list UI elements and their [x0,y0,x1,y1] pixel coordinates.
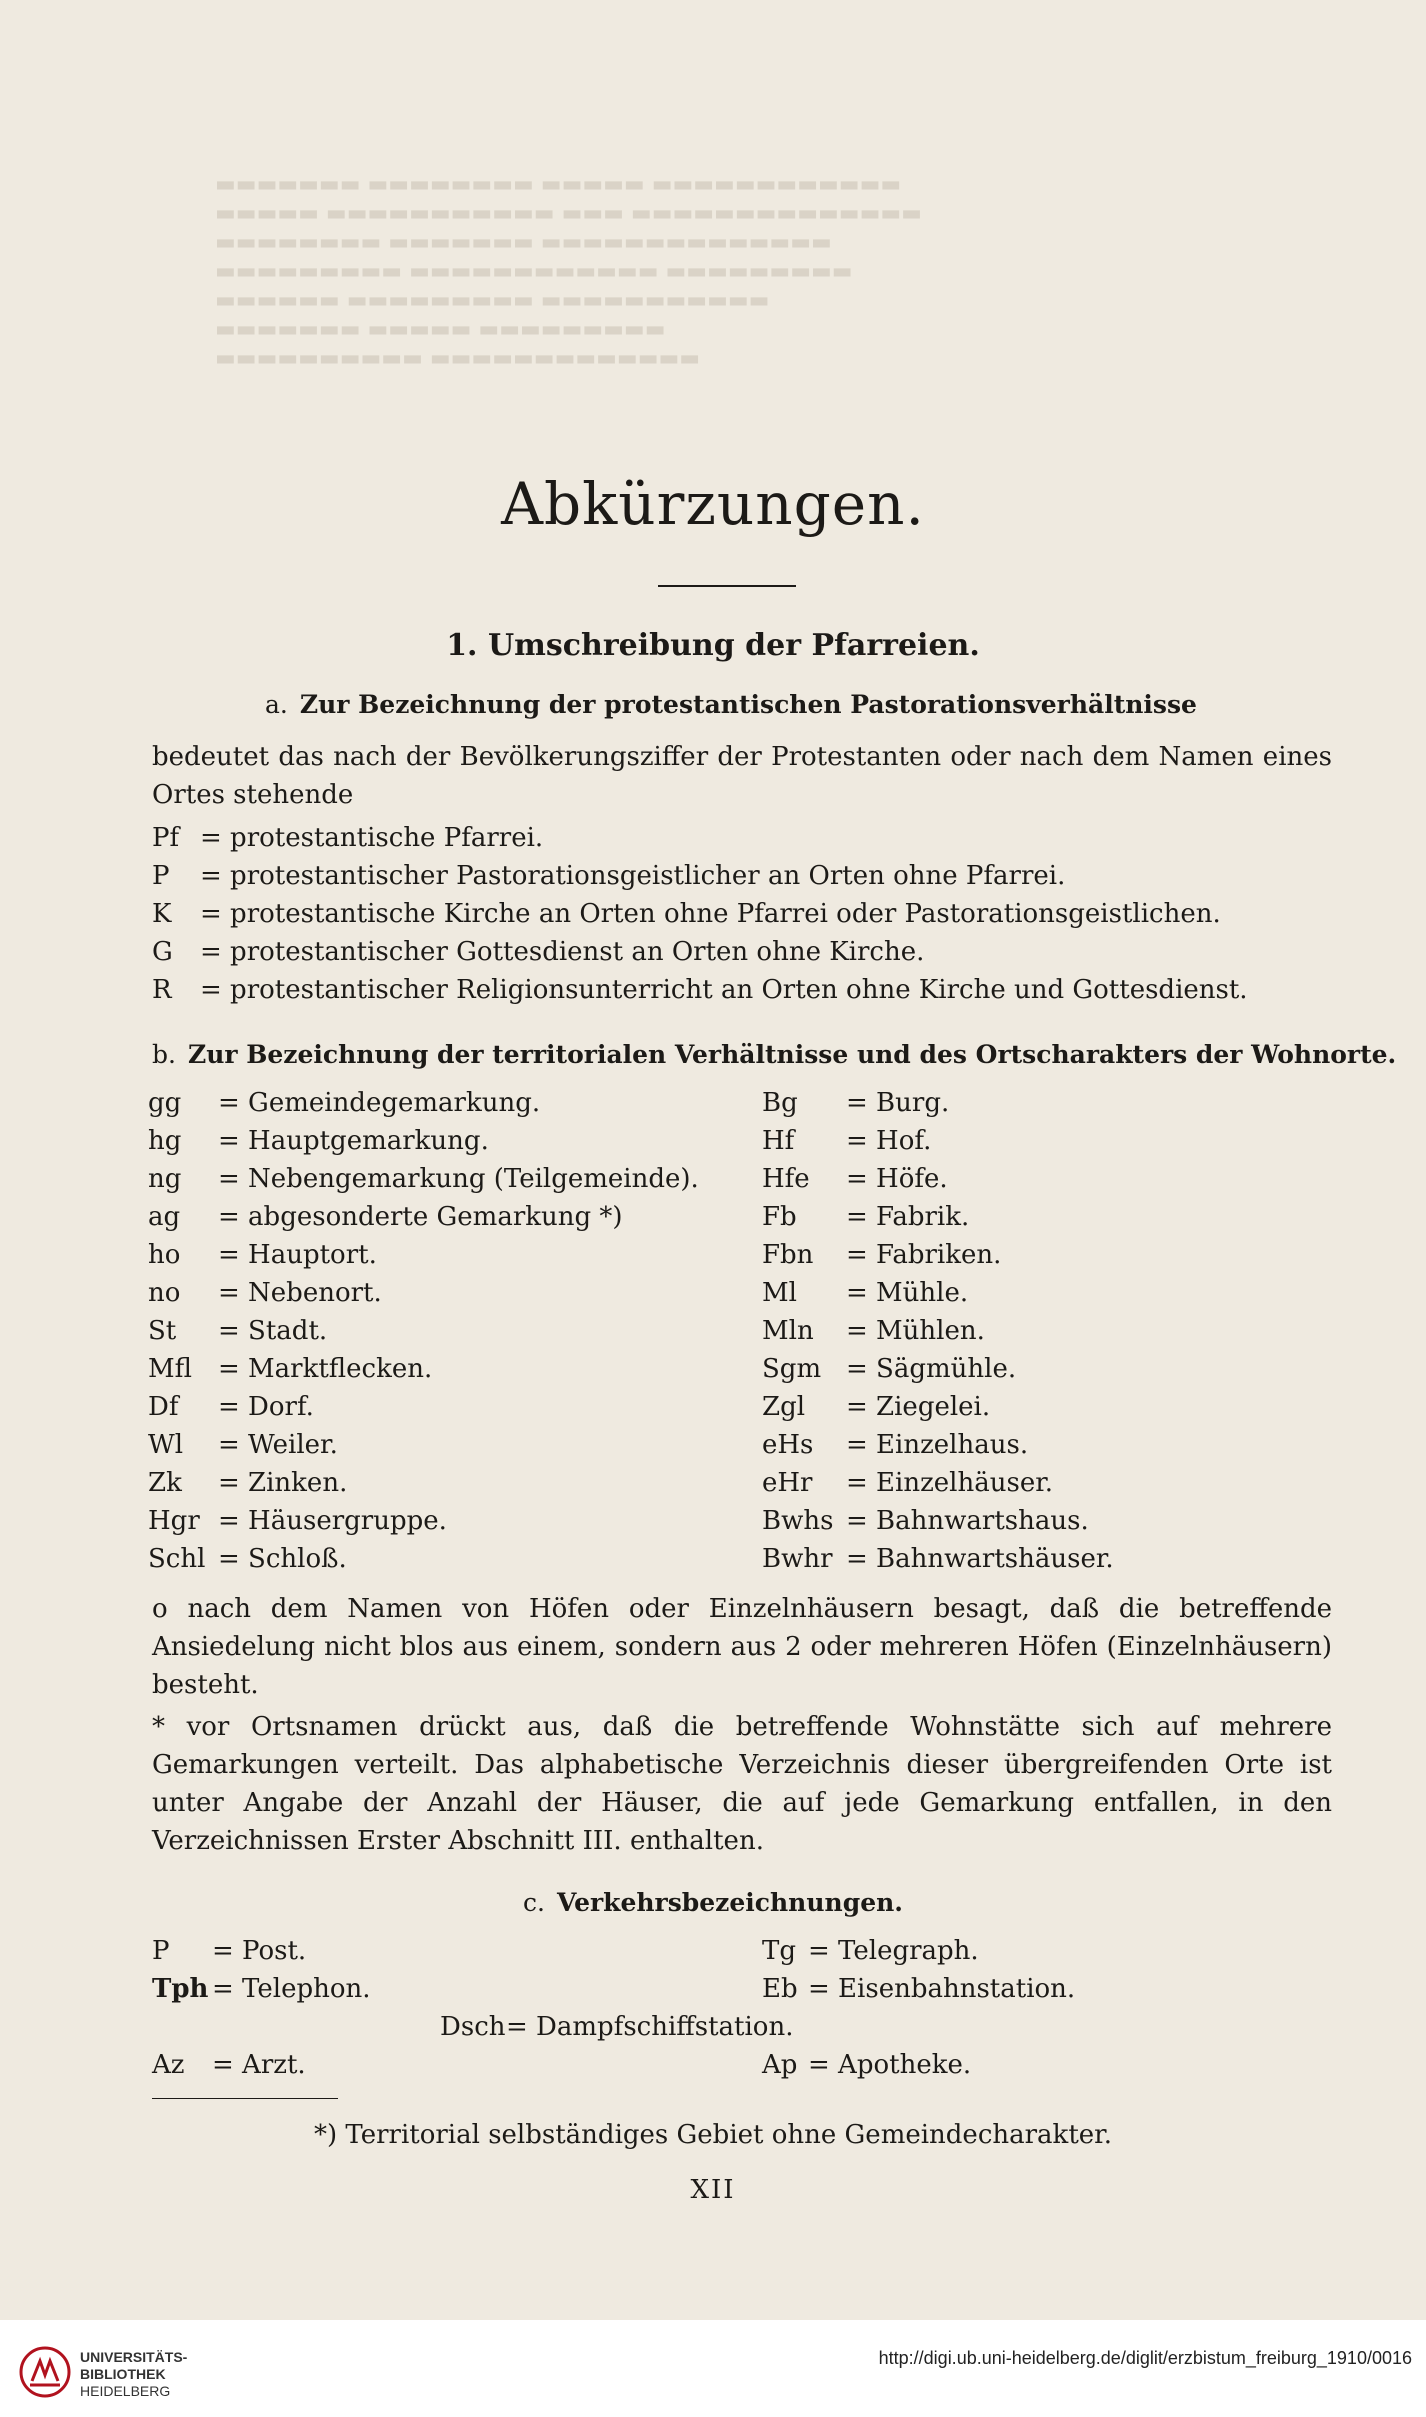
subsection-c-letter: c. [523,1888,545,1917]
institution-line: BIBLIOTHEK [80,2366,166,2382]
abbr-definition: = protestantische Pfarrei. [200,823,544,853]
abbr-term: K [152,899,172,929]
abbr-term: Az [152,2050,185,2080]
abbr-term: Ap [762,2050,798,2080]
abbr-definition: = Bahnwartshäuser. [846,1544,1114,1574]
abbr-term: Df [148,1392,179,1422]
abbr-term: G [152,937,173,967]
subsection-b-title: Zur Bezeichnung der territorialen Verhältnisse und des Ortscharakters der Wohnorte. [187,1040,1397,1069]
abbr-term: Bwhs [762,1506,834,1536]
note-circle: o nach dem Namen von Höfen oder Einzelnhäusern besagt, daß die betreffende Ansiedelung nicht blos aus einem, sondern aus 2 oder mehreren Höfen (Einzelnhäusern) besteht. [152,1594,1332,1700]
abbr-definition: = Schloß. [218,1544,347,1574]
abbr-term: Mfl [148,1354,192,1384]
abbr-term: Tph [152,1974,209,2004]
abbr-definition: = Mühlen. [846,1316,985,1346]
abbr-term: Mln [762,1316,814,1346]
abbr-term: Zk [148,1468,182,1498]
abbr-definition: = Bahnwartshaus. [846,1506,1089,1536]
abbr-definition: = Hauptgemarkung. [218,1126,489,1156]
abbr-term: hg [148,1126,182,1156]
institution-line: HEIDELBERG [80,2383,171,2399]
abbr-term: ho [148,1240,181,1270]
abbr-definition: = protestantischer Religionsunterricht an Orten ohne Kirche und Gottesdienst. [200,975,1248,1005]
abbr-definition: = Stadt. [218,1316,328,1346]
abbr-term: gg [148,1088,182,1118]
abbr-definition: = Burg. [846,1088,950,1118]
abbr-term: Dsch [440,2012,506,2042]
abbr-term: Ml [762,1278,797,1308]
title-rule [658,585,796,587]
subsection-b-letter: b. [152,1040,176,1069]
page-number: XII [690,2175,736,2205]
abbr-definition: = protestantische Kirche an Orten ohne Pfarrei oder Pastorationsgeistlichen. [200,899,1221,929]
abbr-definition: = Gemeindegemarkung. [218,1088,541,1118]
subsection-a-intro: bedeutet das nach der Bevölkerungsziffer der Protestanten oder nach dem Namen eines Ortes stehende [152,742,1332,810]
abbr-definition: = Sägmühle. [846,1354,1017,1384]
abbr-term: eHs [762,1430,814,1460]
show-through-text: ▬▬▬▬▬▬▬ ▬▬▬▬▬▬▬▬ ▬▬▬▬▬ ▬▬▬▬▬▬▬▬▬▬▬▬ ▬▬▬▬▬ ▬▬▬▬▬▬▬▬▬▬▬ ▬▬▬ ▬▬▬▬▬▬▬▬▬▬▬▬▬▬ ▬▬▬▬▬▬▬▬ ▬▬▬▬▬▬▬ ▬▬▬▬▬▬▬▬▬▬▬▬▬▬ ▬▬▬▬▬▬▬▬▬ ▬▬▬▬▬▬▬▬▬▬▬▬ ▬▬▬▬▬▬▬▬▬ ▬▬▬▬▬▬ ▬▬▬▬▬▬▬▬▬ ▬▬▬▬▬▬▬▬▬▬▬ ▬▬▬▬▬▬▬ ▬▬▬▬▬ ▬▬▬▬▬▬▬▬▬ ▬▬▬▬▬▬▬▬▬▬ ▬▬▬▬▬▬▬▬▬▬▬▬▬ [215,172,922,371]
abbr-term: P [152,861,170,891]
abbr-term: eHr [762,1468,813,1498]
abbr-definition: = protestantischer Pastorationsgeistlicher an Orten ohne Pfarrei. [200,861,1066,891]
abbr-term: R [152,975,172,1005]
abbr-term: Wl [148,1430,184,1460]
university-library-logo-icon [18,2345,72,2399]
abbr-definition: = Dampfschiffstation. [506,2012,794,2042]
subsection-a-letter: a. [265,690,288,719]
footnote-rule [152,2098,338,2099]
abbr-term: ng [148,1164,182,1194]
abbr-definition: = Dorf. [218,1392,314,1422]
abbr-definition: = Häusergruppe. [218,1506,447,1536]
abbr-definition: = Apotheke. [808,2050,972,2080]
abbr-definition: = Zinken. [218,1468,348,1498]
source-url-link[interactable]: http://digi.ub.uni-heidelberg.de/diglit/erzbistum_freiburg_1910/0016 [878,2348,1412,2368]
abbr-term: Tg [762,1936,796,1966]
subsection-a-heading [265,690,1197,719]
abbr-term: St [148,1316,177,1346]
abbr-definition: = Höfe. [846,1164,948,1194]
section-heading: 1. Umschreibung der Pfarreien. [446,628,980,663]
abbr-definition: = Fabriken. [846,1240,1002,1270]
abbr-definition: = Nebengemarkung (Teilgemeinde). [218,1164,699,1194]
abbr-term: Schl [148,1544,206,1574]
footnote: *) Territorial selbständiges Gebiet ohne Gemeindecharakter. [313,2120,1112,2150]
abbr-term: no [148,1278,181,1308]
abbr-definition: = Telegraph. [808,1936,979,1966]
subsection-c-heading [0,1888,1426,1917]
abbr-term: P [152,1936,170,1966]
abbr-term: Fb [762,1202,797,1232]
abbr-term: Hf [762,1126,795,1156]
abbr-term: ag [148,1202,181,1232]
abbr-definition: = Telephon. [212,1974,371,2004]
abbr-term: Hfe [762,1164,810,1194]
abbr-definition: = abgesonderte Gemarkung *) [218,1202,623,1232]
institution-line: UNIVERSITÄTS- [80,2349,188,2365]
abbr-term: Fbn [762,1240,814,1270]
abbr-definition: = Nebenort. [218,1278,382,1308]
abbr-term: Sgm [762,1354,822,1384]
abbr-definition: = Arzt. [212,2050,306,2080]
abbr-term: Eb [762,1974,798,2004]
abbr-definition: = Hof. [846,1126,932,1156]
abbr-definition: = Eisenbahnstation. [808,1974,1076,2004]
abbr-definition: = protestantischer Gottesdienst an Orten ohne Kirche. [200,937,925,967]
abbr-definition: = Einzelhäuser. [846,1468,1054,1498]
abbr-term: Zgl [762,1392,806,1422]
abbr-definition: = Weiler. [218,1430,338,1460]
note-asterisk: * vor Ortsnamen drückt aus, daß die betreffende Wohnstätte sich auf mehrere Gemarkungen verteilt. Das alphabetische Verzeichnis dieser übergreifenden Orte ist unter Angabe der Anzahl der Häuser, die auf jede Gemarkung entfallen, in den Verzeichnissen Erster Abschnitt III. enthalten. [152,1712,1332,1856]
subsection-c-title: Verkehrsbezeichnungen. [556,1888,903,1917]
abbr-definition: = Post. [212,1936,307,1966]
abbr-definition: = Hauptort. [218,1240,377,1270]
abbr-term: Bg [762,1088,798,1118]
abbr-term: Hgr [148,1506,200,1536]
abbr-definition: = Einzelhaus. [846,1430,1029,1460]
abbr-definition: = Marktflecken. [218,1354,433,1384]
abbr-definition: = Ziegelei. [846,1392,991,1422]
subsection-b-heading [152,1040,1396,1069]
abbr-definition: = Fabrik. [846,1202,970,1232]
abbr-term: Bwhr [762,1544,833,1574]
abbr-definition: = Mühle. [846,1278,969,1308]
abbr-term: Pf [152,823,180,853]
page-title: Abkürzungen. [501,470,925,538]
subsection-a-title: Zur Bezeichnung der protestantischen Pastorationsverhältnisse [299,690,1197,719]
institution-name [80,2349,187,2400]
